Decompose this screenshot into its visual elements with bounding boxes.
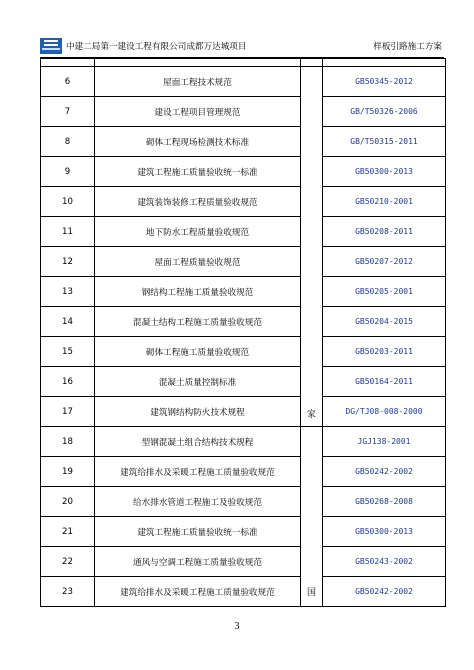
table-row — [41, 487, 446, 517]
standard-name: 地下防水工程质量验收规范 — [95, 217, 301, 247]
standard-code: GB50205-2001 — [323, 277, 446, 307]
standard-code: GB50204-2015 — [323, 307, 446, 337]
table-row — [41, 247, 446, 277]
standard-name: 混凝土结构工程施工质量验收规范 — [95, 307, 301, 337]
standards-table — [40, 58, 446, 607]
table-row — [41, 577, 446, 607]
row-number: 20 — [41, 487, 95, 517]
standard-name: 屋面工程质量验收规范 — [95, 247, 301, 277]
standard-code: GB50242-2002 — [323, 577, 446, 607]
standard-code: GB/T50326-2006 — [323, 97, 446, 127]
row-number: 17 — [41, 397, 95, 427]
header-company-name: 中建二局第一建设工程有限公司成都万达城项目 — [66, 42, 247, 52]
table-row — [41, 307, 446, 337]
table-row — [41, 97, 446, 127]
standard-code: GB50203-2011 — [323, 337, 446, 367]
standard-code: GB50210-2001 — [323, 187, 446, 217]
standard-name: 建设工程项目管理规范 — [95, 97, 301, 127]
standard-code: DG/TJ08-008-2000 — [323, 397, 446, 427]
standard-code: GB50345-2012 — [323, 67, 446, 97]
cscec-logo-icon — [40, 38, 62, 54]
row-number: 7 — [41, 97, 95, 127]
standard-name: 通风与空调工程施工质量验收规范 — [95, 547, 301, 577]
table-row — [41, 427, 446, 457]
page-number: 3 — [234, 621, 240, 632]
group-cell-second: 国 — [301, 427, 323, 607]
row-number: 23 — [41, 577, 95, 607]
page-header — [40, 38, 444, 58]
standard-code: JGJ138-2001 — [323, 427, 446, 457]
table-row — [41, 397, 446, 427]
table-row — [41, 217, 446, 247]
row-number: 6 — [41, 67, 95, 97]
standard-name: 建筑钢结构防火技术规程 — [95, 397, 301, 427]
row-number: 11 — [41, 217, 95, 247]
standard-name: 建筑工程施工质量验收统一标准 — [95, 517, 301, 547]
table-row — [41, 367, 446, 397]
table-top-gap-row — [41, 59, 446, 67]
table-row — [41, 277, 446, 307]
standard-name: 屋面工程技术规范 — [95, 67, 301, 97]
header-document-title: 样板引路施工方案 — [373, 42, 442, 52]
row-number: 18 — [41, 427, 95, 457]
standard-code: GB50164-2011 — [323, 367, 446, 397]
table-row — [41, 127, 446, 157]
standard-code: GB50207-2012 — [323, 247, 446, 277]
row-number: 13 — [41, 277, 95, 307]
standard-code: GB/T50315-2011 — [323, 127, 446, 157]
table-row — [41, 457, 446, 487]
standard-code: GB50300-2013 — [323, 517, 446, 547]
standard-name: 型钢混凝土组合结构技术规程 — [95, 427, 301, 457]
row-number: 9 — [41, 157, 95, 187]
standard-code: GB50242-2002 — [323, 457, 446, 487]
table-row — [41, 517, 446, 547]
row-number: 19 — [41, 457, 95, 487]
row-number: 22 — [41, 547, 95, 577]
row-number: 21 — [41, 517, 95, 547]
standard-code: GB50300-2013 — [323, 157, 446, 187]
row-number: 12 — [41, 247, 95, 277]
standard-name: 建筑装饰装修工程质量验收规范 — [95, 187, 301, 217]
standard-name: 砌体工程施工质量验收规范 — [95, 337, 301, 367]
standard-code: GB50268-2008 — [323, 487, 446, 517]
row-number: 10 — [41, 187, 95, 217]
row-number: 15 — [41, 337, 95, 367]
standard-code: GB50243-2002 — [323, 547, 446, 577]
table-row — [41, 337, 446, 367]
standard-name: 建筑工程施工质量验收统一标准 — [95, 157, 301, 187]
table-row — [41, 67, 446, 97]
row-number: 16 — [41, 367, 95, 397]
table-row — [41, 547, 446, 577]
row-number: 14 — [41, 307, 95, 337]
standard-name: 建筑给排水及采暖工程施工质量验收规范 — [95, 457, 301, 487]
standard-name: 建筑给排水及采暖工程施工质量验收规范 — [95, 577, 301, 607]
standard-code: GB50208-2011 — [323, 217, 446, 247]
table-row — [41, 187, 446, 217]
standard-name: 给水排水管道工程施工及验收规范 — [95, 487, 301, 517]
standard-name: 钢结构工程施工质量验收规范 — [95, 277, 301, 307]
group-cell-first: 家 — [301, 67, 323, 427]
standard-name: 砌体工程现场检测技术标准 — [95, 127, 301, 157]
table-row — [41, 157, 446, 187]
standard-name: 混凝土质量控制标准 — [95, 367, 301, 397]
row-number: 8 — [41, 127, 95, 157]
